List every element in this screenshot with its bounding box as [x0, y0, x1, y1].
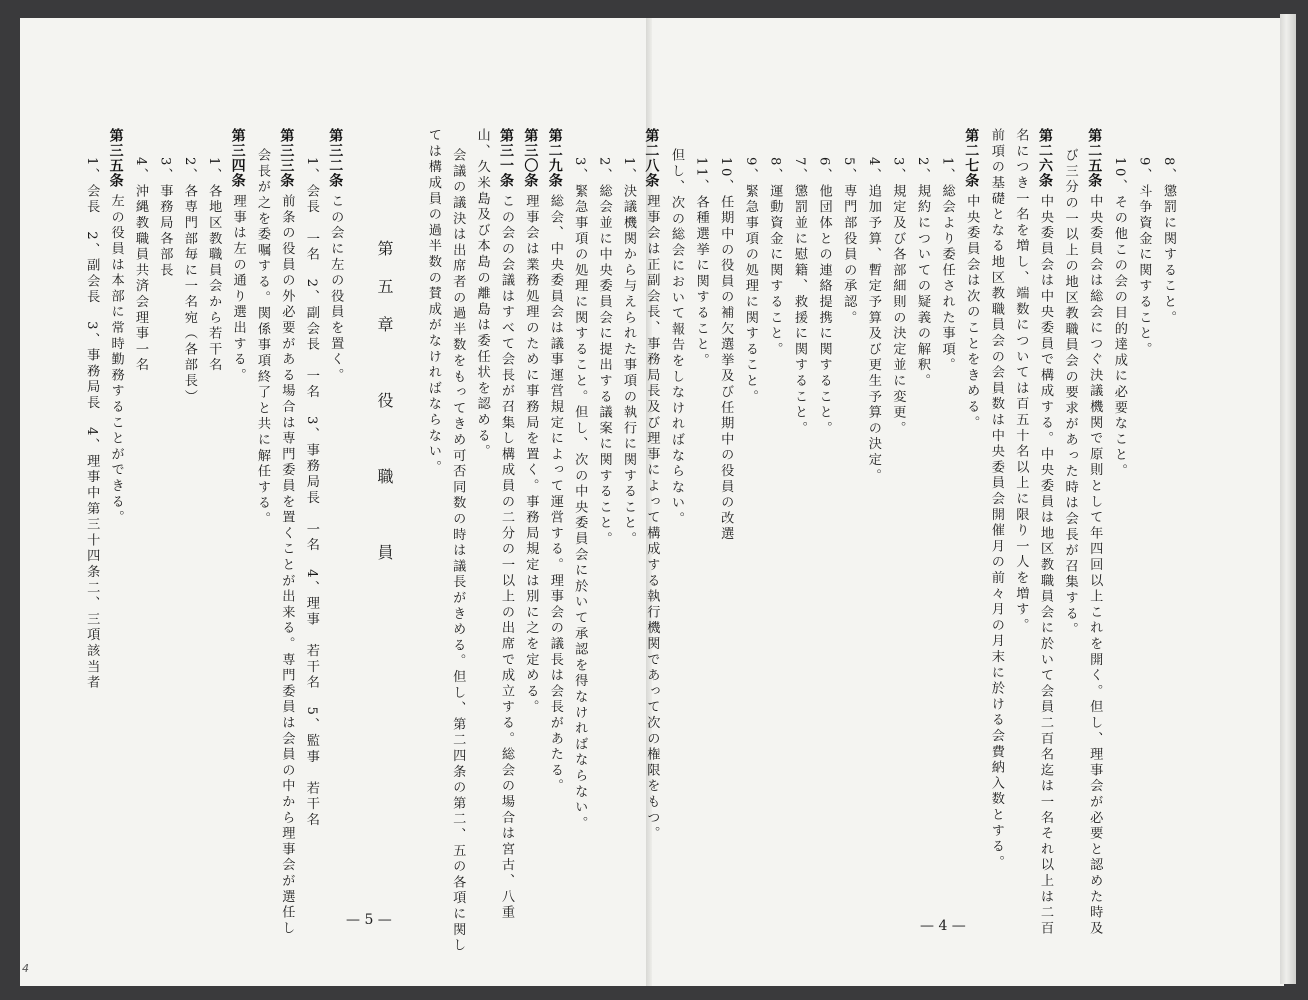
body-text: 2、総会並に中央委員会に提出する議案に関すること。 — [596, 157, 612, 548]
body-text: 4、追加予算、暫定予算及び更生予算の決定。 — [865, 157, 881, 484]
text-column — [273, 128, 299, 937]
body-text: 理事は左の通り選出する。 — [230, 194, 246, 384]
body-text: 名につき一名を増し、端数については百五十名以上に限り一人を増す。 — [1013, 128, 1029, 634]
text-column — [469, 128, 495, 460]
body-text: 1、会長 一名 2、副会長 一名 3、事務局長 一名 4、理事 若干名 5、監事 若干名 — [303, 157, 319, 829]
text-column — [78, 157, 104, 691]
body-text: 8、懲罰に関すること。 — [1161, 157, 1176, 326]
text-column — [761, 157, 787, 358]
text-column — [860, 157, 886, 484]
text-column — [200, 157, 226, 373]
body-text: この会に左の役員を置く。 — [328, 194, 344, 384]
body-text: 6、他団体との連絡提携に関すること。 — [816, 157, 832, 437]
chapter-title: 第五章 役 職 員 — [375, 240, 394, 582]
text-column — [225, 128, 251, 384]
body-text: 会長が之を委嘱する。関係事項終了と共に解任する。 — [255, 148, 270, 528]
text-column — [591, 157, 617, 547]
body-text: 5、専門部役員の承認。 — [841, 157, 857, 326]
text-column — [371, 240, 397, 582]
body-text: 理事会は業務処理のために事務局を置く。事務局規定は別に之を定める。 — [523, 194, 539, 716]
article-heading: 第二六条 — [1037, 128, 1053, 188]
body-text: 前条の役員の外必要がある場合は専門委員を置くことが出来る。専門委員は会員の中から理事会が選任し — [279, 194, 295, 937]
body-text: 1、各地区教職員会から若干名 — [206, 157, 222, 374]
text-column — [712, 157, 738, 542]
body-text: 11、各種選挙に関すること。 — [693, 157, 709, 369]
text-column — [811, 157, 837, 437]
page-number-left: — 5 — — [346, 912, 392, 928]
body-text: 理事会は正副会長、事務局長及び理事によって構成する執行機関であって次の権限をもつ。 — [644, 194, 660, 842]
text-column — [298, 157, 324, 828]
corner-handwritten-mark: 4 — [22, 962, 29, 975]
article-heading: 第三一条 — [498, 128, 514, 188]
article-heading: 第三五条 — [107, 128, 124, 188]
body-text: この会の会議はすべて会長が召集し構成員の二分の一以上の出席で成立する。総会の場合は宮古、八重 — [499, 194, 514, 921]
text-column — [517, 128, 543, 715]
text-column — [615, 157, 641, 547]
body-text: 4、沖縄教職員共済会理事一名 — [133, 157, 148, 374]
body-text: 山、久米島及び本島の離島は委任状を認める。 — [474, 128, 490, 460]
body-text: 9、斗争資金に関すること。 — [1136, 157, 1152, 358]
text-column — [835, 157, 861, 326]
article-heading: 第二五条 — [1086, 128, 1103, 188]
article-heading: 第二七条 — [963, 128, 980, 188]
text-column — [958, 128, 984, 431]
text-column — [444, 148, 470, 954]
body-text: 3、事務局各部長 — [157, 157, 173, 279]
text-column — [1106, 157, 1132, 479]
body-text: 1、総会より委任された事項。 — [939, 157, 955, 374]
body-text: 10、任期中の役員の補欠選挙及び任期中の役員の改選 — [718, 157, 734, 543]
body-text: ては構成員の過半数の賛成がなければならない。 — [425, 128, 441, 476]
body-text: 総会、中央委員会は議事運営規定によって運営する。理事会の議長は会長があたる。 — [547, 194, 563, 795]
body-text: 8、運動資金に関すること。 — [767, 157, 783, 358]
text-column — [1081, 128, 1107, 937]
body-text: 1、決議機関から与えられた事項の執行に関すること。 — [621, 157, 636, 548]
article-heading: 第二八条 — [643, 128, 660, 188]
body-text: 前項の基礎となる地区教職員会の会員数は中央委員会開催月の前々月の月末に於ける会費納入数とする。 — [988, 128, 1004, 871]
text-column — [249, 148, 275, 527]
body-text: 中央委員会は総会につぐ決議機関で原則として年四回以上これを開く。但し、理事会が必要と認めた時及 — [1087, 194, 1103, 937]
text-column — [566, 157, 592, 832]
body-text: 中央委員会は中央委員で構成する。中央委員は地区教職員会に於いて会員二百名迄は一名それ以上は二百 — [1038, 194, 1053, 937]
text-column — [909, 157, 935, 389]
text-column — [983, 128, 1009, 871]
page-number-right: — 4 — — [920, 918, 966, 934]
article-heading: 第三〇条 — [522, 128, 539, 188]
body-text: 2、各専門部毎に一名宛（各部長） — [181, 157, 197, 405]
body-text: 3、緊急事項の処理に関すること。但し、次の中央委員会に於いて承認を得なければならない。 — [572, 157, 588, 832]
article-heading: 第三三条 — [278, 128, 295, 188]
body-text: 10、その他この会の目的達成に必要なこと。 — [1111, 157, 1127, 480]
body-text: 7、懲罰並に慰籍、救援に関すること。 — [792, 157, 807, 437]
text-column — [786, 157, 812, 437]
text-column — [127, 157, 153, 373]
body-text: 1、会長 2、副会長 3、事務局長 4、理事中第三十四条二、三項該当者 — [84, 157, 100, 691]
text-column — [934, 157, 960, 373]
text-column — [103, 128, 129, 526]
text-column — [663, 148, 689, 527]
article-heading: 第三四条 — [229, 128, 246, 188]
text-column — [420, 128, 446, 476]
text-column — [1007, 128, 1033, 634]
body-text: 2、規約についての疑義の解釈。 — [915, 157, 930, 390]
text-column — [493, 128, 519, 921]
text-column — [1057, 148, 1083, 638]
body-text: 中央委員会は次のことをきめる。 — [964, 194, 980, 431]
article-heading: 第三二条 — [327, 128, 344, 188]
body-text: 3、規定及び各部細則の決定並に変更。 — [890, 157, 906, 437]
text-column — [884, 157, 910, 437]
article-heading: 第二九条 — [546, 128, 563, 188]
body-text: 会議の議決は出席者の過半数をもってきめ可否同数の時は議長がきめる。但し、第二四条の第二、五の各項に関し — [450, 148, 466, 954]
text-column — [151, 157, 177, 279]
text-column — [176, 157, 202, 405]
text-column — [638, 128, 664, 842]
body-text: 左の役員は本部に常時勤務することができる。 — [108, 194, 124, 526]
body-text: 但し、次の総会において報告をしなければならない。 — [669, 148, 684, 528]
text-column — [1130, 157, 1156, 358]
page-edge-stack — [1280, 14, 1296, 984]
text-column — [322, 128, 348, 384]
body-text: 9、緊急事項の処理に関すること。 — [742, 157, 758, 405]
text-column — [1032, 128, 1058, 937]
text-column — [1155, 157, 1181, 326]
text-column — [542, 128, 568, 794]
text-column — [737, 157, 763, 405]
text-column — [688, 157, 714, 369]
body-text: び三分の一以上の地区教職員会の要求があった時は会長が召集する。 — [1062, 148, 1078, 638]
